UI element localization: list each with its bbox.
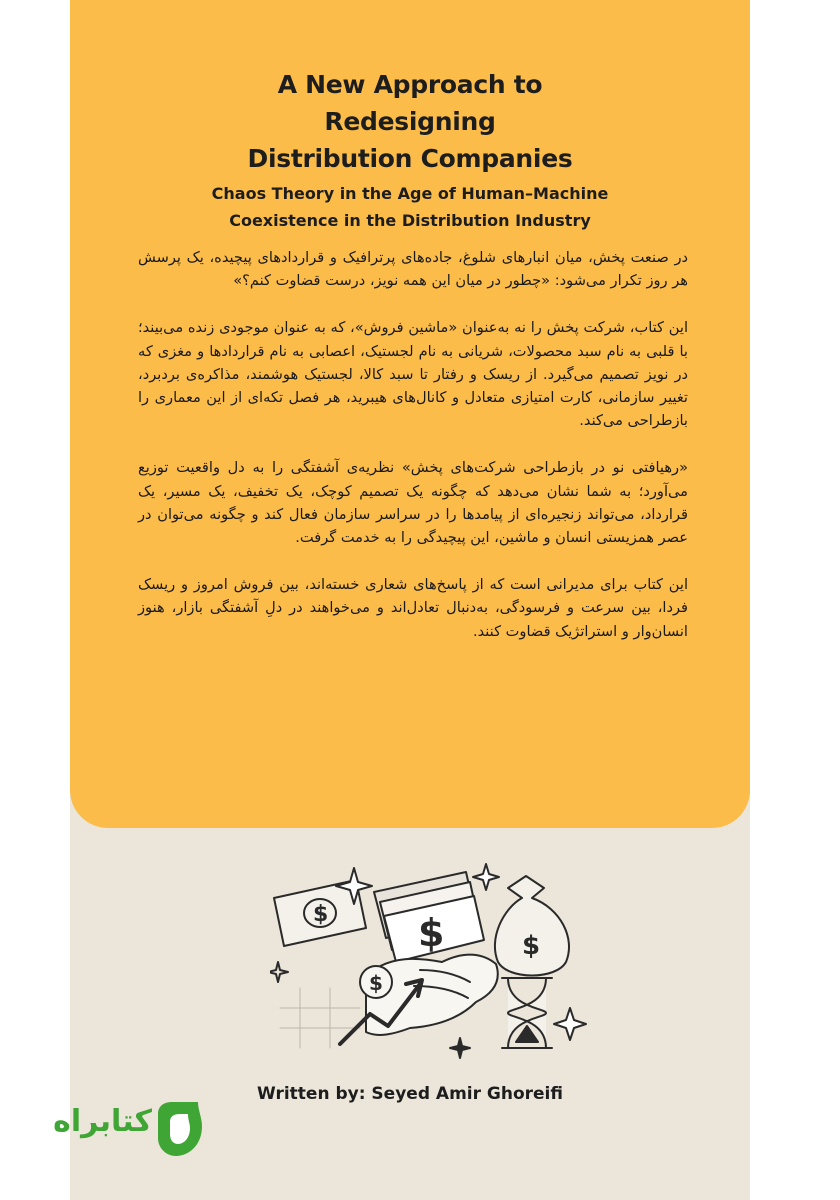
svg-text:$: $: [418, 911, 445, 955]
blurb-paragraph: این کتاب، شرکت پخش را نه به‌عنوان «ماشین فروش»، که به عنوان موجودی زنده می‌بیند؛ با قلبی به نام سبد محصولات، شریانی به نام لجستیک، اعصابی به نام قراردادها و مغزی که در نویز تصمیم می‌گیرد. از ریسک و رفتار تا سبد کالا، لجستیک هوشمند، مذاکره‌ی بردبرد، تغییر سازمانی، کارت امتیازی متعادل و کانال‌های هیبرید، هر فصل تکه‌ای از این معماری را بازطراحی می‌کند.: [138, 319, 688, 430]
blurb-paragraph: در صنعت پخش، میان انبارهای شلوغ، جاده‌های پرترافیک و قراردادهای پیچیده، یک پرسش هر روز تکرار می‌شود: «چطور در میان این همه نویز، درست قضاوت کنم؟»: [138, 249, 688, 290]
blurb-text: [138, 246, 688, 667]
title-line: Redesigning: [324, 107, 496, 136]
title-line: A New Approach to: [277, 70, 543, 99]
yellow-text-panel: [70, 0, 750, 828]
title-line: Distribution Companies: [247, 144, 573, 173]
blurb-paragraph: «رهیافتی نو در بازطراحی شرکت‌های پخش» نظریه‌ی آشفتگی را به دل واقعیت توزیع می‌آورد؛ به شما نشان می‌دهد که چگونه یک تصمیم کوچک، یک تخفیف، یک مسیر، یک قرارداد، می‌تواند زنجیره‌ای از پیامدها را در سراسر سازمان فعال کند و چگونه می‌توان در عصر همزیستی انسان و ماشین، این پیچیدگی را به خدمت گرفت.: [138, 459, 688, 547]
svg-text:$: $: [369, 971, 383, 995]
svg-text:$: $: [313, 902, 329, 927]
book-back-cover: [70, 0, 750, 1200]
book-leaf-icon: [152, 1096, 208, 1160]
subtitle-line: Coexistence in the Distribution Industry: [229, 211, 591, 230]
book-subtitle: [70, 180, 750, 234]
blurb-paragraph: این کتاب برای مدیرانی است که از پاسخ‌های شعاری خسته‌اند، بین فروش امروز و ریسک فردا، بین سرعت و فرسودگی، به‌دنبال تعادل‌اند و می‌خواهند در دلِ آشفتگی بازار، هنوز انسان‌وار و استراتژیک قضاوت کنند.: [138, 576, 688, 640]
ketabrah-logo: [40, 1096, 210, 1160]
author-credit: Written by: Seyed Amir Ghoreifi: [257, 1084, 563, 1104]
money-hand-illustration: [270, 858, 620, 1068]
svg-text:$: $: [522, 931, 541, 961]
subtitle-line: Chaos Theory in the Age of Human–Machine: [211, 184, 609, 203]
logo-wordmark: کتابراه: [53, 1104, 152, 1139]
book-title: [70, 66, 750, 177]
